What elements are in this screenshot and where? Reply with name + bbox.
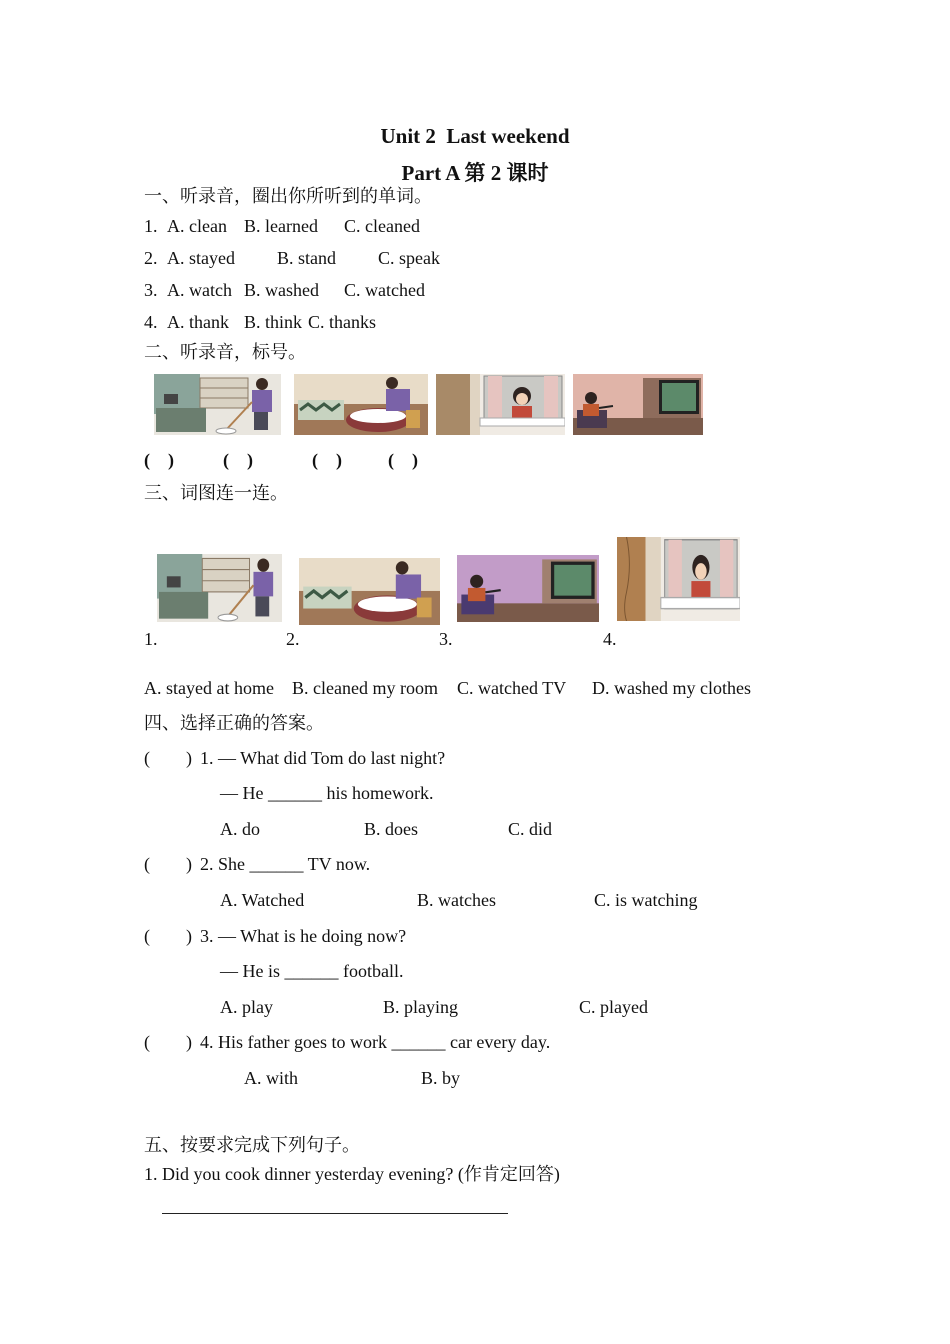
s3-number-3: 3. (439, 629, 453, 649)
s2-blank-1[interactable]: ( ) (144, 450, 174, 470)
s1-item4-num: 4. (144, 312, 158, 332)
s1-item4-a: A. thank (167, 312, 229, 332)
page-subtitle: Part A 第 2 课时 (401, 161, 549, 185)
s2-blank-2[interactable]: ( ) (223, 450, 253, 470)
q2-option-a: A. Watched (220, 890, 305, 910)
s5-item1-question: 1. Did you cook dinner yesterday evening? (作肯定回答) (144, 1164, 560, 1184)
s1-item2-c: C. speak (378, 248, 440, 268)
picture-cleaning-room (154, 374, 281, 435)
q4-answer-bracket[interactable]: ( ) (144, 1032, 192, 1052)
q2-option-c: C. is watching (594, 890, 698, 910)
s1-item3-c: C. watched (344, 280, 425, 300)
s1-item2-num: 2. (144, 248, 158, 268)
q4-option-b: B. by (421, 1068, 461, 1088)
q2-option-b: B. watches (417, 890, 496, 910)
q3-option-b: B. playing (383, 997, 458, 1017)
q3-option-c: C. played (579, 997, 648, 1017)
q1-question-line2: — He ______ his homework. (220, 783, 434, 803)
s1-item1-a: A. clean (167, 216, 227, 236)
s3-option-a: A. stayed at home (144, 678, 274, 698)
q1-answer-bracket[interactable]: ( ) (144, 748, 192, 768)
picture-washing-clothes-2 (299, 558, 440, 625)
q2-answer-bracket[interactable]: ( ) (144, 854, 192, 874)
s1-item3-b: B. washed (244, 280, 319, 300)
section5-heading: 五、按要求完成下列句子。 (144, 1135, 360, 1155)
q3-question-line2: — He is ______ football. (220, 961, 404, 981)
picture-washing-clothes (294, 374, 428, 435)
section3-heading: 三、词图连一连。 (144, 483, 288, 503)
q1-option-b: B. does (364, 819, 418, 839)
q3-question: 3. — What is he doing now? (200, 926, 407, 946)
picture-staying-home-2 (617, 537, 740, 621)
s3-number-1: 1. (144, 629, 158, 649)
q2-question: 2. She ______ TV now. (200, 854, 371, 874)
s3-option-b: B. cleaned my room (292, 678, 438, 698)
q4-question: 4. His father goes to work ______ car every day. (200, 1032, 551, 1052)
s1-item4-c: C. thanks (308, 312, 377, 332)
q3-option-a: A. play (220, 997, 273, 1017)
picture-watching-tv-2 (457, 555, 599, 622)
s1-item1-num: 1. (144, 216, 158, 236)
s1-item1-b: B. learned (244, 216, 318, 236)
s1-item3-a: A. watch (167, 280, 232, 300)
s2-blank-4[interactable]: ( ) (388, 450, 418, 470)
picture-staying-home (436, 374, 565, 435)
s1-item2-a: A. stayed (167, 248, 235, 268)
section4-heading: 四、选择正确的答案。 (144, 713, 324, 733)
s1-item4-b: B. think (244, 312, 303, 332)
s1-item2-b: B. stand (277, 248, 337, 268)
page-title: Unit 2 Last weekend (380, 124, 570, 148)
s2-blank-3[interactable]: ( ) (312, 450, 342, 470)
s3-number-4: 4. (603, 629, 617, 649)
s3-option-d: D. washed my clothes (592, 678, 751, 698)
picture-cleaning-room-2 (157, 554, 282, 622)
section1-heading: 一、听录音，圈出你所听到的单词。 (144, 186, 432, 206)
s3-number-2: 2. (286, 629, 300, 649)
s5-item1-answer-line[interactable] (162, 1213, 508, 1214)
q1-option-c: C. did (508, 819, 553, 839)
s3-option-c: C. watched TV (457, 678, 567, 698)
s1-item3-num: 3. (144, 280, 158, 300)
q4-option-a: A. with (244, 1068, 298, 1088)
s1-item1-c: C. cleaned (344, 216, 420, 236)
q1-question: 1. — What did Tom do last night? (200, 748, 446, 768)
q3-answer-bracket[interactable]: ( ) (144, 926, 192, 946)
q1-option-a: A. do (220, 819, 260, 839)
picture-watching-tv (573, 374, 703, 435)
section2-heading: 二、听录音，标号。 (144, 342, 306, 362)
